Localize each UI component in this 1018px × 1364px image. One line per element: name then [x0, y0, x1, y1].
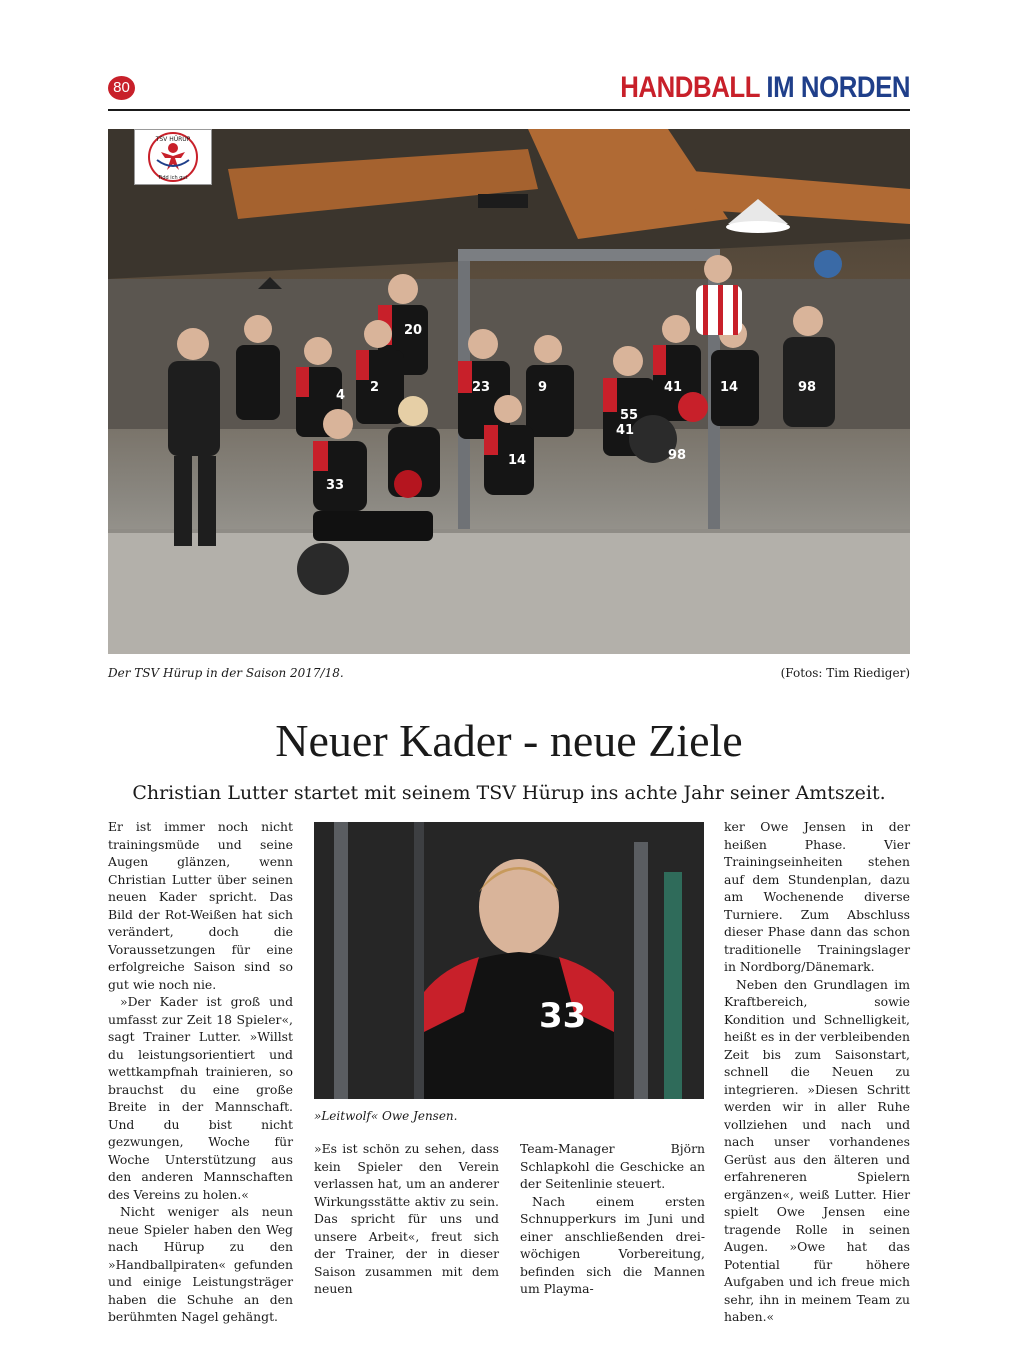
article-column-2	[314, 1140, 499, 1298]
team-jersey-number: 9	[538, 380, 548, 395]
header-rule	[108, 109, 910, 111]
article-column-4	[724, 818, 910, 1326]
svg-text:Fidd ich gut: Fidd ich gut	[158, 175, 188, 181]
paragraph: »Der Kader ist groß und umfasst zur Zeit 18 Spieler«, sagt Trainer Lutter. »Willst du leistungsorientiert und wettkampfnah trainieren, so brauchst du eine große Breite in der Mannschaft. Und du bist nicht gezwungen, Woche für Woche Unterstützung aus den anderen Mannschaften des Vereins zu holen.«	[108, 994, 293, 1202]
article-subheadline: Christian Lutter startet mit seinem TSV Hürup ins achte Jahr seiner Amtszeit.	[132, 782, 886, 804]
paragraph: »Es ist schön zu sehen, dass kein Spieler den Verein verlassen hat, um an anderer Wirkungsstätte aktiv zu sein. Das spricht für uns und unsere Arbeit«, freut sich der Trainer, der in dieser Saison zusammen mit dem neuen	[314, 1141, 499, 1296]
team-jersey-number: 98	[798, 380, 817, 395]
paragraph: Neben den Grundlagen im Kraftbereich, sowie Kondition und Schnelligkeit, heißt es in der verbleibenden Zeit bis zum Saisonstart, schnell die Neuen zu integrieren. »Diesen Schritt werden wir in aller Ruhe vollziehen und nach und nach unser vorhandenes Gerüst aus den älteren und erfahreneren Spielern ergänzen«, weiß Lutter. Hier spielt Owe Jensen eine tragende Rolle in seinen Augen. »Owe hat das Potential für höhere Aufgaben und ich freue mich sehr, ihn in meinem Team zu haben.«	[724, 976, 910, 1324]
section-title-blue: IM NORDEN	[766, 71, 910, 104]
page-number: 80	[108, 76, 135, 100]
team-jersey-number: 20	[404, 323, 423, 338]
paragraph: ker Owe Jensen in der heißen Phase. Vier Trainingseinheiten stehen auf dem Stundenplan, dazu am Wochenende diverse Turniere. Zum Abschluss dieser Phase dann das schon traditionelle Trainingslager in Nordborg/Dänemark.	[724, 819, 910, 974]
team-jersey-number: 4	[336, 388, 346, 403]
team-jersey-number: 2	[370, 380, 380, 395]
photo-caption: Der TSV Hürup in der Saison 2017/18.	[108, 666, 344, 680]
team-jersey-number: 41	[664, 380, 683, 395]
team-jersey-number: 98	[668, 448, 687, 463]
team-jersey-number: 23	[472, 380, 491, 395]
team-jersey-number: 33	[326, 478, 345, 493]
team-jersey-number: 41	[616, 423, 635, 438]
article-column-3	[520, 1140, 705, 1298]
team-jersey-number: 14	[508, 453, 527, 468]
paragraph: Team-Manager Björn Schlapkohl die Geschicke an der Seitenlinie steuert.	[520, 1141, 705, 1191]
portrait-photo	[314, 822, 704, 1099]
portrait-illustration	[314, 822, 704, 1099]
team-photo-illustration	[108, 129, 910, 654]
article-headline: Neuer Kader - neue Ziele	[275, 715, 743, 766]
article-column-1	[108, 818, 293, 1326]
photo-caption-row	[108, 665, 910, 681]
paragraph: Nach einem ersten Schnupperkurs im Juni und einer anschließenden drei-wöchigen Vorbereitung, befinden sich die Mannen um Playma-	[520, 1193, 705, 1296]
team-jersey-number: 14	[720, 380, 739, 395]
club-logo-emblem	[135, 130, 211, 184]
paragraph: Nicht weniger als neun neue Spieler haben den Weg nach Hürup zu den »Handballpiraten« gefunden und einige Leistungsträger haben die Schuhe an den berühmten Nagel gehängt.	[108, 1204, 293, 1324]
team-photo	[108, 129, 910, 654]
portrait-caption: »Leitwolf« Owe Jensen.	[314, 1109, 458, 1123]
paragraph: Er ist immer noch nicht trainingsmüde und seine Augen glänzen, wenn Christian Lutter über seinen neuen Kader spricht. Das Bild der Rot-Weißen hat sich verändert, doch die Voraussetzungen für eine erfolgreiche Saison sind so gut wie noch nie.	[108, 819, 293, 992]
club-logo	[134, 129, 212, 185]
team-jersey-number: 55	[620, 408, 639, 423]
svg-text:TSV HÜRUP: TSV HÜRUP	[155, 136, 191, 143]
section-title	[620, 70, 910, 106]
section-title-red: HANDBALL	[620, 71, 760, 104]
portrait-jersey-number: 33	[539, 996, 587, 1036]
photo-credit: (Fotos: Tim Riediger)	[780, 666, 910, 680]
